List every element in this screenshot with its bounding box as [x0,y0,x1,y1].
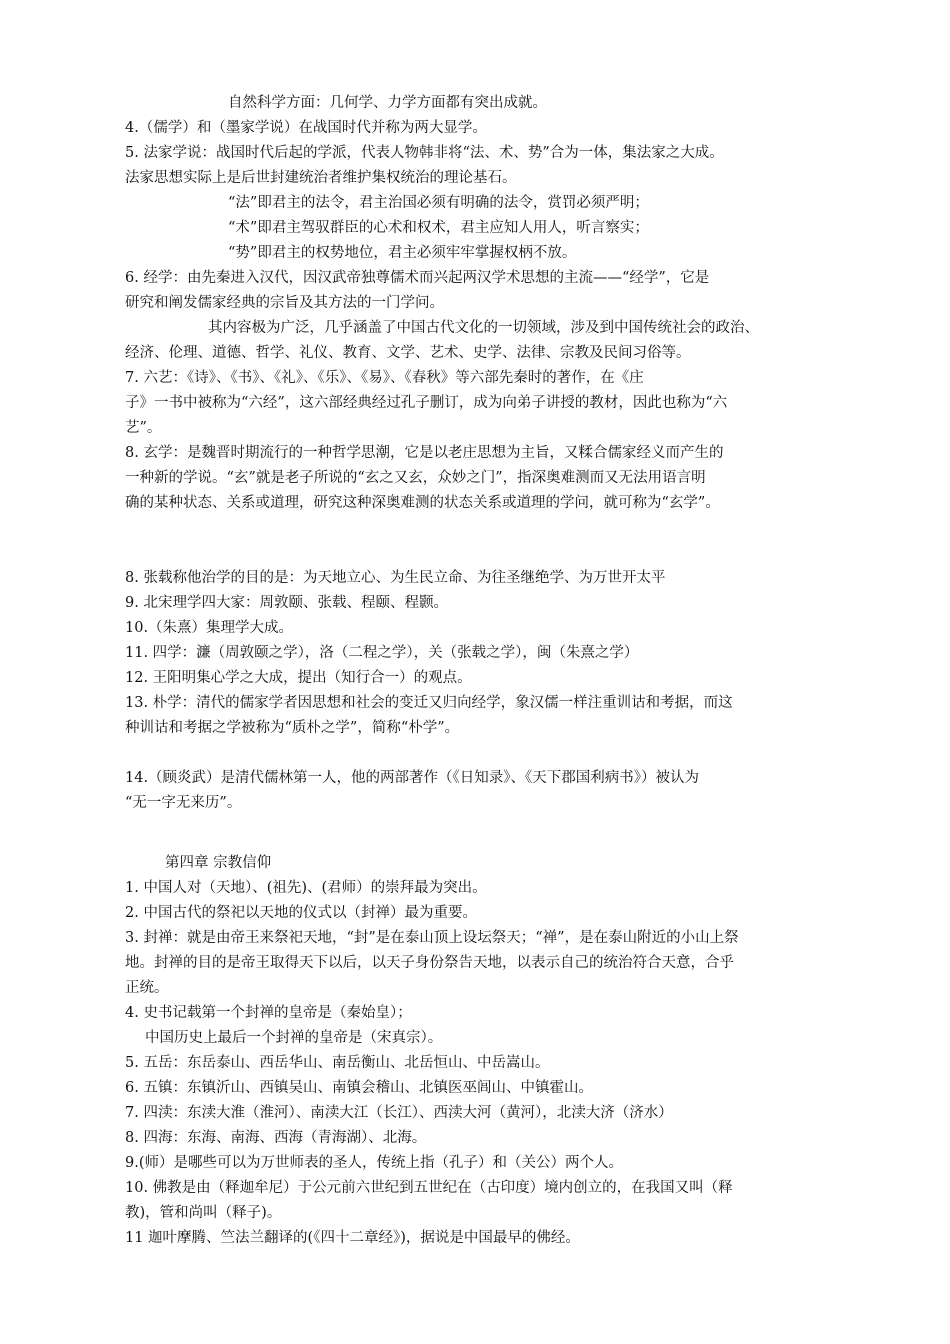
text-line: 6. 五镇：东镇沂山、西镇吴山、南镇会稽山、北镇医巫闾山、中镇霍山。 [125,1080,593,1096]
text-line: 14.（顾炎武）是清代儒林第一人，他的两部著作（《日知录》、《天下郡国利病书》）被认为 [125,770,700,786]
text-line: 8. 四海：东海、南海、西海（青海湖）、北海。 [125,1130,427,1146]
text-line: 中国历史上最后一个封禅的皇帝是（宋真宗）。 [145,1030,443,1046]
text-line: 自然科学方面：几何学、力学方面都有突出成就。 [228,95,547,111]
text-line: 其内容极为广泛，几乎涵盖了中国古代文化的一切领域，涉及到中国传统社会的政治、 [208,320,759,336]
text-line: 1. 中国人对（天地）、(祖先)、(君师）的崇拜最为突出。 [125,880,487,896]
text-line: 11. 四学：濂（周敦颐之学），洛（二程之学），关（张载之学），闽（朱熹之学） [125,645,639,661]
text-line: 9. 北宋理学四大家：周敦颐、张载、程颐、程颢。 [125,595,448,611]
text-line: 经济、伦理、道德、哲学、礼仪、教育、文学、艺术、史学、法律、宗教及民间习俗等。 [125,345,691,361]
text-line: 5. 五岳：东岳泰山、西岳华山、南岳衡山、北岳恒山、中岳嵩山。 [125,1055,550,1071]
text-line: 8. 张载称他治学的目的是：为天地立心、为生民立命、为往圣继绝学、为万世开太平 [125,570,666,586]
text-line: 13. 朴学：清代的儒家学者因思想和社会的变迁又归向经学，象汉儒一样注重训诂和考据，而这 [125,695,733,711]
text-line: 10. 佛教是由（释迦牟尼）于公元前六世纪到五世纪在（古印度）境内创立的，在我国又叫（释 [125,1180,733,1196]
text-line: “势”即君主的权势地位，君主必须牢牢掌握权柄不放。 [228,245,577,261]
text-line: 11 迦叶摩腾、竺法兰翻译的(《四十二章经》)，据说是中国最早的佛经。 [125,1230,580,1246]
text-line: 正统。 [125,980,169,996]
text-line: 2. 中国古代的祭祀以天地的仪式以（封禅）最为重要。 [125,905,477,921]
text-line: 子》一书中被称为“六经”，这六部经典经过孔子删订，成为向弟子讲授的教材，因此也称为“六 [125,395,728,411]
text-line: 4. 史书记载第一个封禅的皇帝是（秦始皇）； [125,1005,412,1021]
text-line: 10.（朱熹）集理学大成。 [125,620,294,636]
text-line: 确的某种状态、关系或道理，研究这种深奥难测的状态关系或道理的学问，就可称为“玄学”。 [125,495,720,511]
text-line: 9.(师）是哪些可以为万世师表的圣人，传统上指（孔子）和（关公）两个人。 [125,1155,623,1171]
text-line: 地。封禅的目的是帝王取得天下以后，以天子身份祭告天地，以表示自己的统治符合天意，合乎 [125,955,734,971]
chapter-heading: 第四章 宗教信仰 [165,855,272,871]
text-line: 3. 封禅：就是由帝王来祭祀天地，“封”是在泰山顶上设坛祭天；“禅”，是在泰山附近的小山上祭 [125,930,739,946]
text-line: 7. 四渎：东渎大淮（淮河）、南渎大江（长江）、西渎大河（黄河），北渎大济（济水） [125,1105,673,1121]
text-line: 8. 玄学：是魏晋时期流行的一种哲学思潮，它是以老庄思想为主旨，又糅合儒家经义而产生的 [125,445,724,461]
text-line: 种训诂和考据之学被称为“质朴之学”，简称“朴学”。 [125,720,460,736]
text-line: 7. 六艺：《诗》、《书》、《礼》、《乐》、《易》、《春秋》等六部先秦时的著作，在《庄 [125,370,644,386]
text-line: 4.（儒学）和（墨家学说）在战国时代并称为两大显学。 [125,120,487,136]
text-line: 法家思想实际上是后世封建统治者维护集权统治的理论基石。 [125,170,517,186]
text-line: 一种新的学说。“玄”就是老子所说的“玄之又玄，众妙之门”，指深奥难测而又无法用语言明 [125,470,706,486]
text-line: 研究和阐发儒家经典的宗旨及其方法的一门学问。 [125,295,444,311]
text-line: 6. 经学：由先秦进入汉代，因汉武帝独尊儒术而兴起两汉学术思想的主流——“经学”，它是 [125,270,710,286]
text-line: 5. 法家学说：战国时代后起的学派，代表人物韩非将“法、术、势”合为一体，集法家之大成。 [125,145,724,161]
text-line: 教)，管和尚叫（释子)。 [125,1205,282,1221]
text-line: “术”即君主驾驭群臣的心术和权术，君主应知人用人，听言察实； [228,220,649,236]
text-line: “无一字无来历”。 [125,795,242,811]
text-line: 12. 王阳明集心学之大成，提出（知行合一）的观点。 [125,670,472,686]
text-line: 艺”。 [125,420,162,436]
text-line: “法”即君主的法令，君主治国必须有明确的法令，赏罚必须严明； [228,195,649,211]
